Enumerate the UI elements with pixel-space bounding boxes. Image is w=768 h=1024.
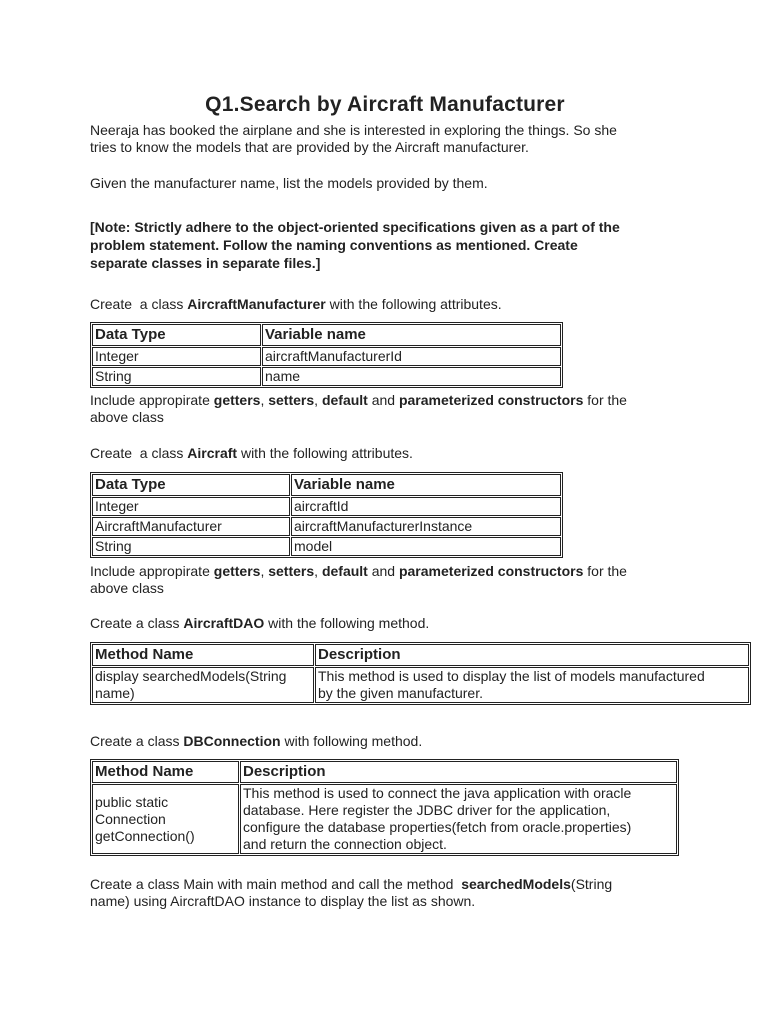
column-header: Variable name: [262, 324, 561, 346]
column-header: Method Name: [92, 644, 314, 666]
final-paragraph: Create a class Main with main method and call the method searchedModels(String name) using AircraftDAO instance to display the list as shown.: [90, 876, 613, 909]
table-row: [92, 784, 677, 854]
table-cell: Integer: [92, 347, 261, 366]
table-row: [92, 367, 561, 386]
intro-line: tries to know the models that are provided by the Aircraft manufacturer.: [90, 139, 529, 155]
table-header-row: [92, 644, 749, 666]
attributes-table-aircraft: [90, 472, 563, 558]
table-header-row: [92, 761, 677, 783]
column-header: Method Name: [92, 761, 239, 783]
intro-paragraph: [90, 122, 680, 156]
table-cell: AircraftManufacturer: [92, 517, 290, 536]
column-header: Data Type: [92, 324, 261, 346]
table-cell: aircraftManufacturerInstance: [291, 517, 561, 536]
table-cell: aircraftId: [291, 497, 561, 516]
note-line: problem statement. Follow the naming conventions as mentioned. Create: [90, 237, 578, 253]
table-cell: public static Connection getConnection(): [92, 784, 239, 854]
table-row: [92, 537, 561, 556]
attributes-table-aircraft-manufacturer: [90, 322, 563, 388]
column-header: Description: [315, 644, 749, 666]
table-header-row: [92, 324, 561, 346]
intro-line: Neeraja has booked the airplane and she is interested in exploring the things. So she: [90, 122, 617, 138]
table-cell: String: [92, 367, 261, 386]
class-name: Aircraft: [187, 445, 238, 461]
method-name: searchedModels: [461, 876, 571, 892]
table-cell: Integer: [92, 497, 290, 516]
section-heading-dbconnection: Create a class DBConnection with following method.: [90, 733, 423, 749]
note-line: separate classes in separate files.]: [90, 255, 321, 271]
given-paragraph: Given the manufacturer name, list the models provided by them.: [90, 175, 488, 191]
class-name: AircraftManufacturer: [187, 296, 326, 312]
column-header: Variable name: [291, 474, 561, 496]
method-table-aircraft-dao: [90, 642, 751, 705]
table-cell: String: [92, 537, 290, 556]
include-paragraph-2: Include appropirate getters, setters, default and parameterized constructors for the above class: [90, 563, 627, 596]
table-cell: This method is used to connect the java application with oracle database. Here register the JDBC driver for the application, configure the database properties(fetch from oracle.properties) and return the connection object.: [240, 784, 677, 854]
table-cell: display searchedModels(String name): [92, 667, 314, 703]
section-heading-aircraft-manufacturer: Create a class AircraftManufacturer with the following attributes.: [90, 296, 502, 312]
table-cell: This method is used to display the list of models manufactured by the given manufacturer.: [315, 667, 749, 703]
class-name: AircraftDAO: [183, 615, 265, 631]
table-row: [92, 667, 749, 703]
column-header: Description: [240, 761, 677, 783]
table-row: [92, 497, 561, 516]
column-header: Data Type: [92, 474, 290, 496]
page-title: Q1.Search by Aircraft Manufacturer: [205, 93, 565, 116]
note-line: [Note: Strictly adhere to the object-oriented specifications given as a part of the: [90, 219, 620, 235]
table-cell: aircraftManufacturerId: [262, 347, 561, 366]
section-heading-aircraft-dao: Create a class AircraftDAO with the following method.: [90, 615, 430, 631]
include-paragraph-1: Include appropirate getters, setters, default and parameterized constructors for the above class: [90, 392, 627, 425]
class-name: DBConnection: [183, 733, 281, 749]
table-cell: name: [262, 367, 561, 386]
table-row: [92, 347, 561, 366]
note-paragraph: [90, 218, 680, 272]
table-row: [92, 517, 561, 536]
table-cell: model: [291, 537, 561, 556]
method-table-dbconnection: [90, 759, 679, 856]
section-heading-aircraft: Create a class Aircraft with the following attributes.: [90, 445, 413, 461]
table-header-row: [92, 474, 561, 496]
